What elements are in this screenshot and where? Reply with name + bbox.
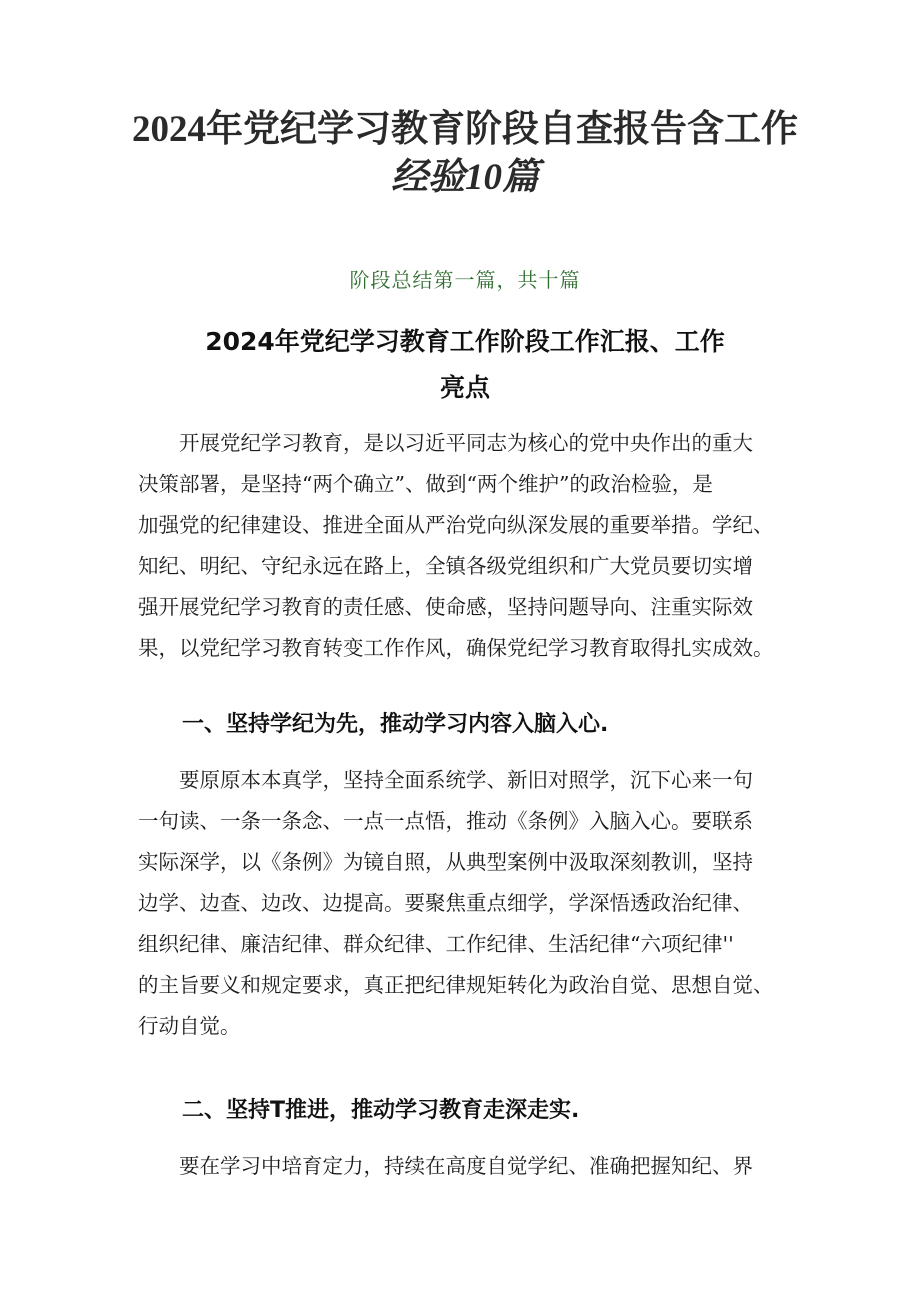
paragraph-line: 知纪、明纪、守纪永远在路上，全镇各级党组织和广大党员要切实增 <box>138 554 753 578</box>
paragraph-1 <box>138 760 774 1047</box>
heading-2: 二、坚持T推进，推动学习教育走深走实. <box>182 1098 580 1123</box>
section-title-line-1: 2024年党纪学习教育工作阶段工作汇报、工作 <box>205 327 725 356</box>
paragraph-line: 一句读、一条一条念、一点一点悟，推动《条例》入脑入心。要联系 <box>138 809 753 833</box>
paragraph-line: 实际深学，以《条例》为镜自照，从典型案例中汲取深刻教训，坚持 <box>138 850 753 874</box>
paragraph-line: 的主旨要义和规定要求，真正把纪律规矩转化为政治自觉、思想自觉、 <box>138 973 774 997</box>
section-title-line-2: 亮点 <box>439 373 490 402</box>
document-subtitle: 阶段总结第一篇，共十篇 <box>349 268 581 292</box>
paragraph-line: 开展党纪学习教育，是以习近平同志为核心的党中央作出的重大 <box>138 431 753 455</box>
paragraph-line: 加强党的纪律建设、推进全面从严治党向纵深发展的重要举措。学纪、 <box>138 513 774 537</box>
paragraph-line: 行动自觉。 <box>138 1014 241 1038</box>
paragraph-2 <box>138 1146 753 1187</box>
paragraph-line: 果，以党纪学习教育转变工作作风，确保党纪学习教育取得扎实成效。 <box>138 636 774 660</box>
paragraph-line: 决策部署，是坚持“两个确立”、做到“两个维护”的政治检验，是 <box>138 472 713 496</box>
heading-1: 一、坚持学纪为先，推动学习内容入脑入心. <box>182 712 609 737</box>
paragraph-line: 要原原本本真学，坚持全面系统学、新旧对照学，沉下心来一句 <box>138 768 753 792</box>
intro-paragraph <box>138 423 774 669</box>
document-title-line-2: 经验10篇 <box>391 157 539 198</box>
paragraph-line: 组织纪律、廉洁纪律、群众纪律、工作纪律、生活纪律“六项纪律'' <box>138 932 734 956</box>
paragraph-line: 边学、边查、边改、边提高。要聚焦重点细学，学深悟透政治纪律、 <box>138 891 753 915</box>
paragraph-line: 要在学习中培育定力，持续在高度自觉学纪、准确把握知纪、界 <box>138 1154 753 1178</box>
paragraph-line: 强开展党纪学习教育的责任感、使命感，坚持问题导向、注重实际效 <box>138 595 753 619</box>
document-title-line-1: 2024年党纪学习教育阶段自查报告含工作 <box>132 109 798 150</box>
